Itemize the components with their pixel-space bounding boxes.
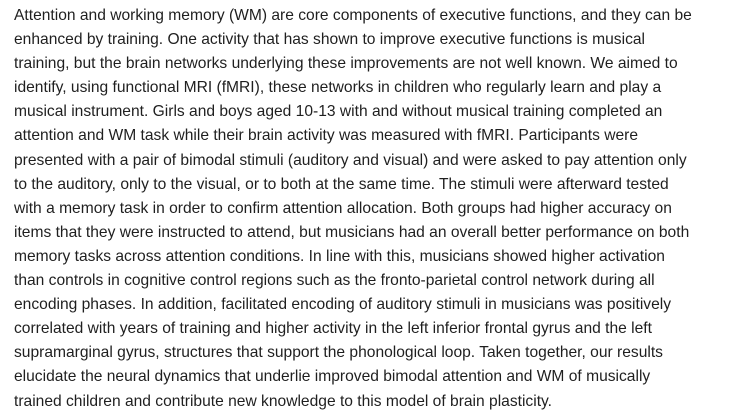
text-line: Attention and working memory (WM) are core components of executive functions, and they can be bbox=[14, 7, 692, 24]
text-line: elucidate the neural dynamics that underlie improved bimodal attention and WM of musically bbox=[14, 368, 651, 386]
text-line: attention and WM task while their brain activity was measured with fMRI. Participants were bbox=[14, 127, 638, 145]
text-line: identify, using functional MRI (fMRI), these networks in children who regularly learn and play a bbox=[14, 79, 662, 97]
text-line: trained children and contribute new knowledge to this model of brain plasticity. bbox=[14, 392, 552, 410]
text-line: memory tasks across attention conditions. In line with this, musicians showed higher activation bbox=[14, 247, 665, 265]
text-line: with a memory task in order to confirm attention allocation. Both groups had higher accuracy on bbox=[14, 199, 672, 217]
text-line: encoding phases. In addition, facilitated encoding of auditory stimuli in musicians was positively bbox=[14, 296, 672, 314]
text-line: training, but the brain networks underlying these improvements are not well known. We aimed to bbox=[14, 55, 678, 73]
text-line: enhanced by training. One activity that has shown to improve executive functions is musical bbox=[14, 31, 646, 49]
text-line: musical instrument. Girls and boys aged 10-13 with and without musical training completed an bbox=[14, 103, 663, 121]
text-line: than controls in cognitive control regions such as the fronto-parietal control network during all bbox=[14, 272, 655, 290]
text-line: to the auditory, only to the visual, or to both at the same time. The stimuli were afterward tested bbox=[14, 175, 669, 193]
text-line: correlated with years of training and higher activity in the left inferior frontal gyrus and the left bbox=[14, 320, 652, 338]
text-line: supramarginal gyrus, structures that support the phonological loop. Taken together, our results bbox=[14, 344, 663, 362]
text-line: items that they were instructed to attend, but musicians had an overall better performance on both bbox=[14, 223, 690, 241]
text-line: presented with a pair of bimodal stimuli (auditory and visual) and were asked to pay attention only bbox=[14, 151, 687, 169]
